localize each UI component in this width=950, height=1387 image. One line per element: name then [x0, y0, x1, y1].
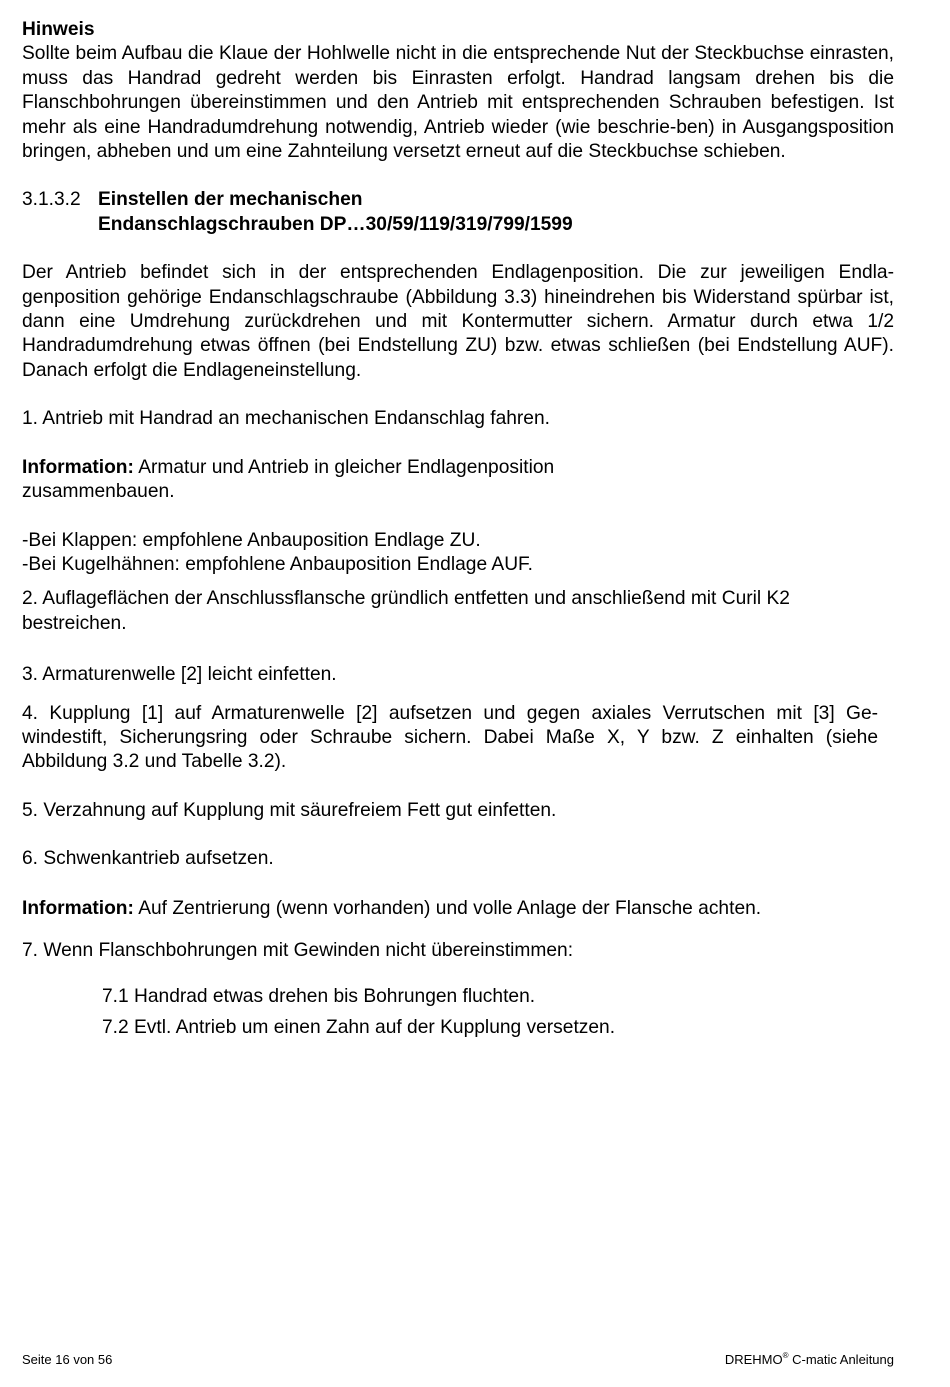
substep-7-1: 7.1 Handrad etwas drehen bis Bohrungen fluchten. [102, 986, 536, 1008]
step-1: 1. Antrieb mit Handrad an mechanischen Endanschlag fahren. [22, 408, 550, 430]
footer-doc: C-matic Anleitung [788, 1352, 894, 1367]
footer-document-title [725, 1352, 894, 1368]
info-1-label: Information: [22, 456, 134, 478]
info-1 [22, 456, 894, 480]
footer-page-number: Seite 16 von 56 [22, 1352, 113, 1367]
hint-text: Sollte beim Aufbau die Klaue der Hohlwelle nicht in die entsprechende Nut der Steckbuchse einrasten, muss das Handrad gedreht werden bis Einrasten erfolgt. Handrad langsam drehen bis die Flanschbohrungen übereinstimmen und den Antrieb mit entsprechenden Schrauben befestigen. Ist mehr als eine Handradumdrehung notwendig, Antrieb wieder (wie beschrie-ben) in Ausgangsposition bringen, abheben und um eine Zahnteilung versetzt erneut auf die Steckbuchse schieben. [22, 43, 894, 163]
footer-brand: DREHMO [724, 1352, 783, 1367]
step-4: 4. Kupplung [1] auf Armaturenwelle [2] aufsetzen und gegen axiales Verrutschen mit [3] Ge-windestift, Sicherungsring oder Schraube sichern. Dabei Maße X, Y bzw. Z einhalten (siehe Abbildung 3.2 und Tabelle 3.2). [22, 702, 878, 773]
section-title-line2: Endanschlagschrauben DP…30/59/119/319/799/1599 [98, 213, 573, 235]
section-heading [22, 188, 894, 237]
step-7: 7. Wenn Flanschbohrungen mit Gewinden nicht übereinstimmen: [22, 939, 574, 961]
bullet-klappen: -Bei Klappen: empfohlene Anbauposition Endlage ZU. [22, 529, 481, 551]
bullet-kugelhaehne: -Bei Kugelhähnen: empfohlene Anbauposition Endlage AUF. [22, 553, 533, 575]
step-6: 6. Schwenkantrieb aufsetzen. [22, 848, 274, 870]
section-title-line1: Einstellen der mechanischen [98, 189, 363, 211]
info-2 [22, 897, 894, 921]
info-2-text: Auf Zentrierung (wenn vorhanden) und volle Anlage der Flansche achten. [133, 897, 762, 919]
info-2-label: Information: [22, 897, 134, 919]
step-5: 5. Verzahnung auf Kupplung mit säurefreiem Fett gut einfetten. [22, 799, 557, 821]
section-number: 3.1.3.2 [22, 189, 81, 211]
document-body [22, 18, 894, 1040]
section-title [98, 188, 573, 237]
info-1-text: Armatur und Antrieb in gleicher Endlagenposition [133, 456, 555, 478]
step-3: 3. Armaturenwelle [2] leicht einfetten. [22, 664, 337, 686]
step-2: 2. Auflageflächen der Anschlussflansche gründlich entfetten und anschließend mit Curil K2 bestreichen. [22, 588, 790, 634]
substep-7-2: 7.2 Evtl. Antrieb um einen Zahn auf der Kupplung versetzen. [102, 1016, 616, 1038]
intro-paragraph: Der Antrieb befindet sich in der entsprechenden Endlagenposition. Die zur jeweiligen Endla-genposition gehörige Endanschlagschraube (Abbildung 3.3) hineindrehen bis Widerstand spürbar ist, dann eine Umdrehung zurückdrehen und mit Kontermutter sichern. Armatur durch etwa 1/2 Handradumdrehung etwas öffnen (bei Endstellung ZU) bzw. etwas schließen (bei Endstellung AUF). Danach erfolgt die Endlageneinstellung. [22, 262, 894, 381]
registered-mark: ® [782, 1351, 789, 1360]
info-1-text-cont: zusammenbauen. [22, 481, 175, 503]
hint-title: Hinweis [22, 19, 95, 40]
